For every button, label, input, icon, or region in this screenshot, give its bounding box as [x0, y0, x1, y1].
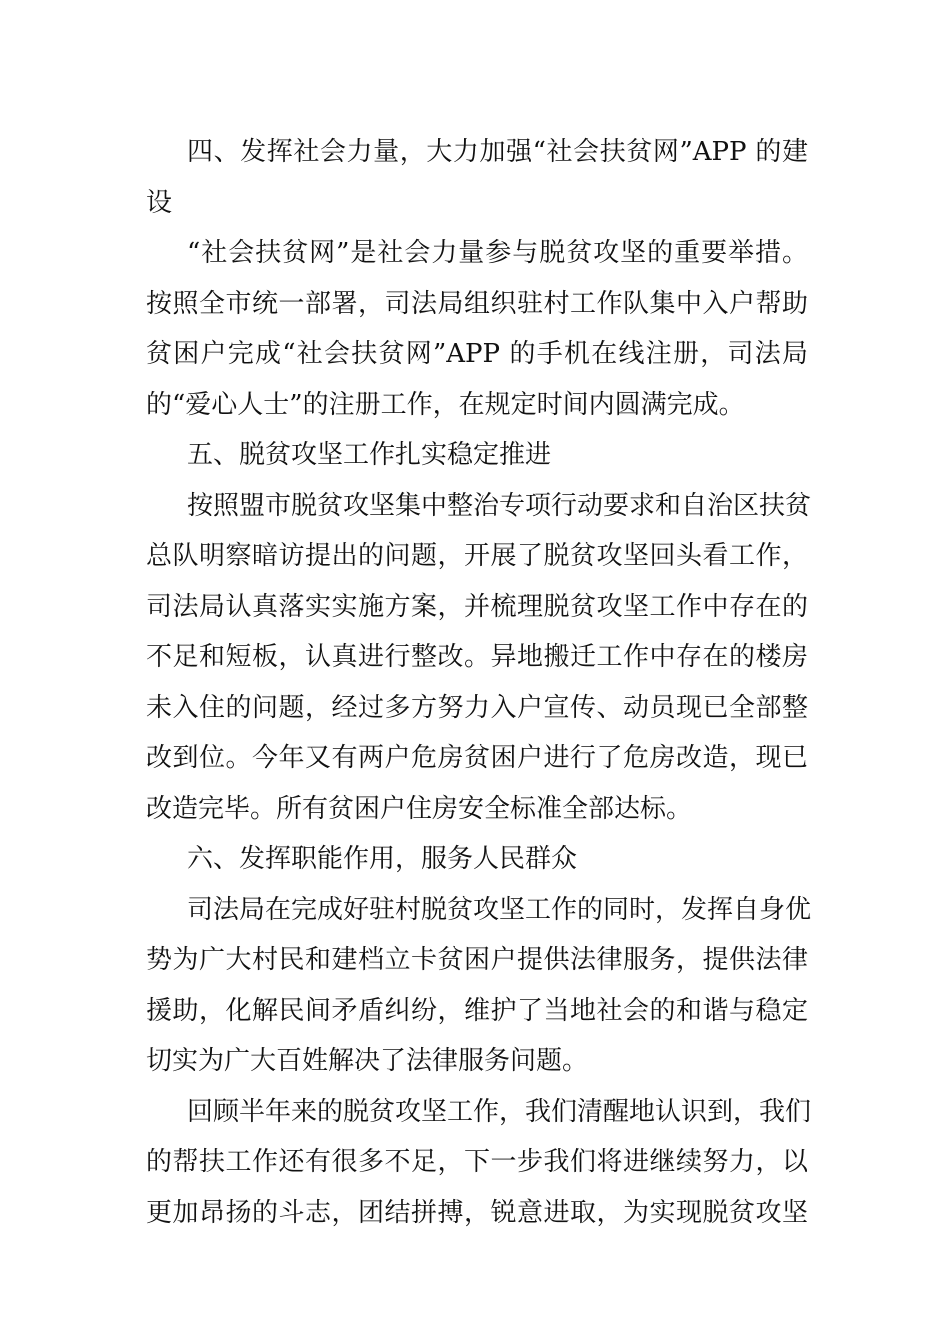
section-heading-4: [146, 127, 808, 228]
text-line: 的“爱心人士”的注册工作，在规定时间内圆满完成。: [146, 389, 745, 420]
text-line: 改造完毕。所有贫困户住房安全标准全部达标。: [146, 793, 693, 824]
text-line: 未入住的问题，经过多方努力入户宣传、动员现已全部整: [146, 692, 808, 723]
text-line: 势为广大村民和建档立卡贫困户提供法律服务，提供法律: [146, 945, 808, 975]
text-line: “社会扶贫网”是社会力量参与脱贫攻坚的重要举措。: [187, 238, 808, 268]
text-line: 六、发挥职能作用，服务人民群众: [187, 844, 578, 874]
text-line: 五、脱贫攻坚工作扎实稳定推进: [187, 440, 552, 470]
paragraph-social-poverty-network: [146, 228, 808, 430]
document-body: [146, 127, 812, 1238]
text-line: 按照盟市脱贫攻坚集中整治专项行动要求和自治区扶贫: [187, 490, 812, 521]
text-line: 四、发挥社会力量，大力加强“社会扶贫网”APP 的建: [187, 137, 808, 167]
text-line: 回顾半年来的脱贫攻坚工作，我们清醒地认识到，我们: [187, 1096, 812, 1127]
text-line: 设: [146, 187, 173, 218]
paragraph-review-outlook: [146, 1087, 812, 1239]
text-line: 援助，化解民间矛盾纠纷，维护了当地社会的和谐与稳定: [146, 995, 808, 1026]
paragraph-legal-services: [146, 885, 812, 1087]
text-line: 不足和短板，认真进行整改。异地搬迁工作中存在的楼房: [146, 642, 808, 672]
text-line: 贫困户完成“社会扶贫网”APP 的手机在线注册，司法局: [146, 339, 808, 369]
text-line: 按照全市统一部署，司法局组织驻村工作队集中入户帮助: [146, 288, 808, 319]
text-line: 更加昂扬的斗志，团结拼搏，锐意进取，为实现脱贫攻坚: [146, 1197, 808, 1228]
paragraph-poverty-alleviation-progress: [146, 481, 812, 835]
text-line: 司法局在完成好驻村脱贫攻坚工作的同时，发挥自身优: [187, 894, 812, 925]
text-line: 的帮扶工作还有很多不足，下一步我们将进继续努力，以: [146, 1147, 808, 1177]
text-line: 改到位。今年又有两户危房贫困户进行了危房改造，现已: [146, 743, 808, 773]
section-heading-5: [146, 430, 808, 481]
text-line: 总队明察暗访提出的问题，开展了脱贫攻坚回头看工作，: [146, 541, 808, 571]
text-line: 司法局认真落实实施方案，并梳理脱贫攻坚工作中存在的: [146, 591, 808, 622]
text-line: 切实为广大百姓解决了法律服务问题。: [146, 1046, 589, 1076]
section-heading-6: [146, 834, 808, 885]
